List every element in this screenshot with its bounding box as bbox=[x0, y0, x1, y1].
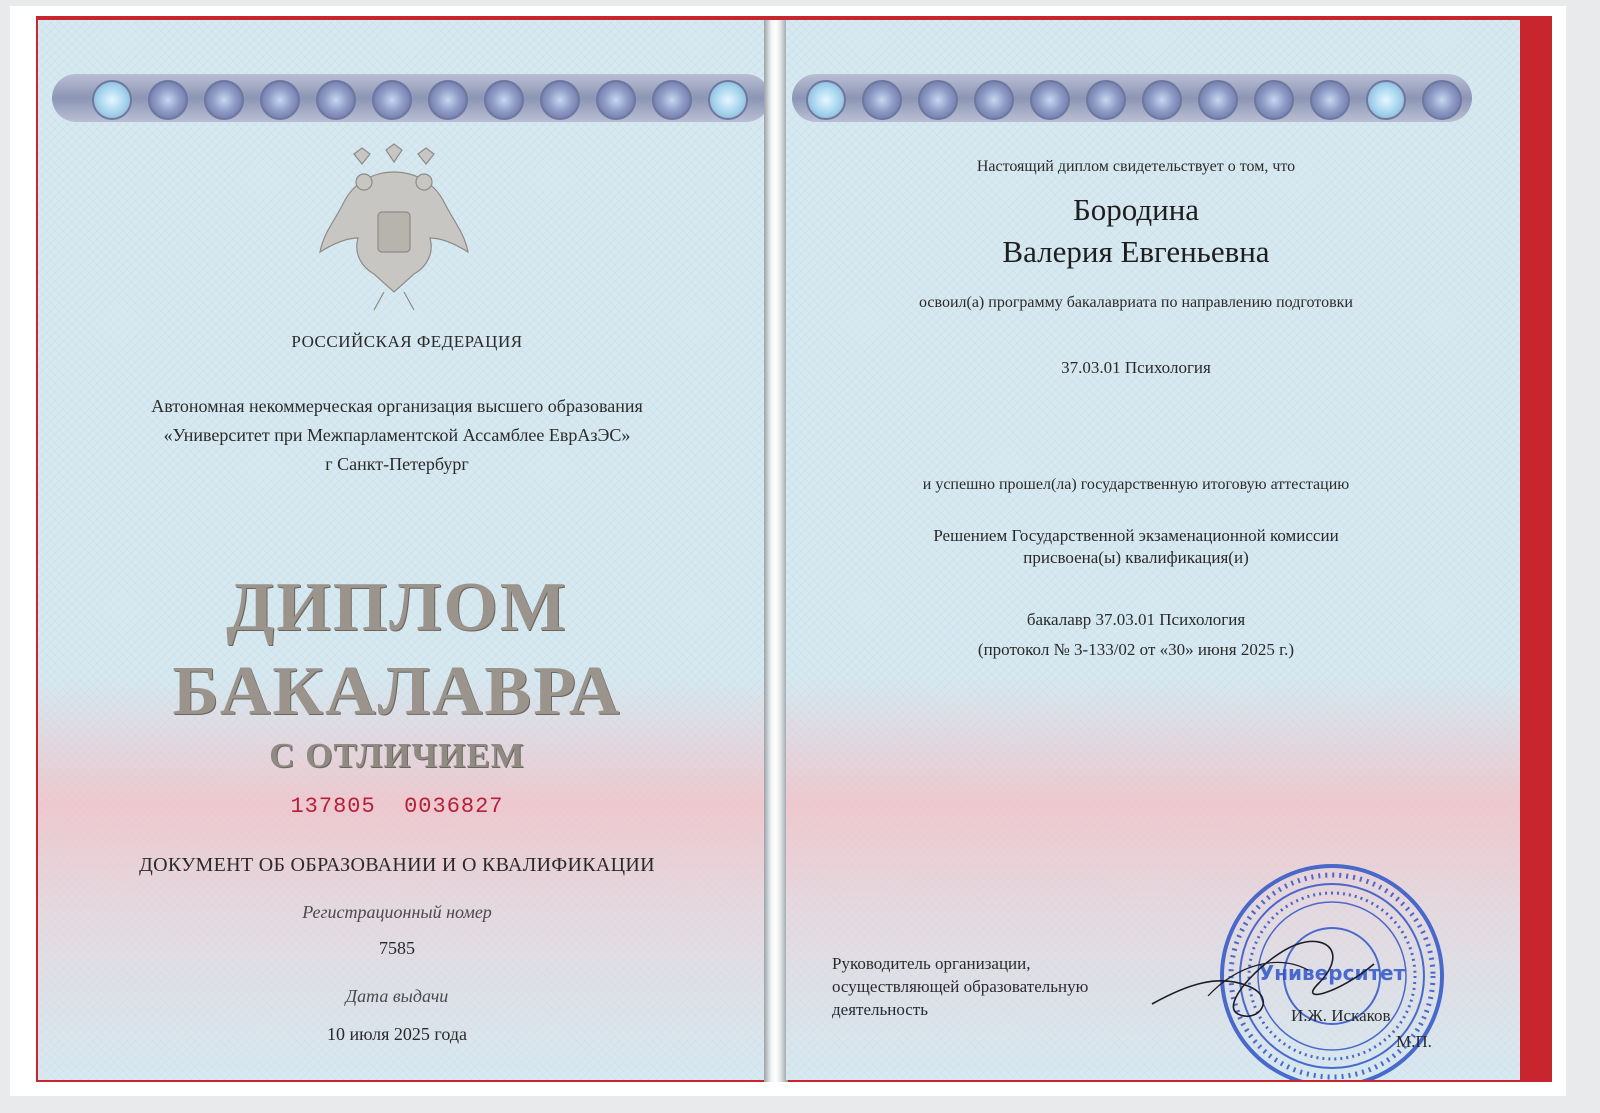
head-title-line-1: Руководитель организации, bbox=[832, 954, 1031, 973]
diploma-title-line-1: ДИПЛОМ bbox=[226, 569, 568, 646]
program-mastered-text: освоил(а) программу бакалавриата по направлению подготовки bbox=[919, 294, 1353, 311]
graduate-given-names: Валерия Евгеньевна bbox=[1002, 234, 1270, 269]
diploma-title-line-2: БАКАЛАВРА bbox=[172, 653, 622, 730]
serial-number: 137805 0036827 bbox=[290, 794, 504, 819]
ornamental-ribbon bbox=[792, 74, 1472, 122]
stamp-center-text: Университет bbox=[1258, 961, 1406, 985]
issue-date: 10 июля 2025 года bbox=[327, 1024, 467, 1044]
ornamental-ribbon bbox=[52, 74, 770, 122]
registration-number: 7585 bbox=[379, 938, 415, 958]
issue-date-label: Дата выдачи bbox=[345, 986, 449, 1006]
double-headed-eagle-icon bbox=[314, 142, 474, 312]
head-of-organization-title bbox=[832, 952, 1088, 1021]
protocol-reference: (протокол № 3-133/02 от «30» июня 2025 г.) bbox=[977, 640, 1295, 659]
qualification: бакалавр 37.03.01 Психология bbox=[1026, 610, 1246, 629]
organization-line-3: г Санкт-Петербург bbox=[325, 454, 469, 474]
binding-cord bbox=[764, 20, 788, 1082]
country-name: РОССИЙСКАЯ ФЕДЕРАЦИЯ bbox=[291, 332, 523, 351]
commission-decision-line-2: присвоена(ы) квалификация(и) bbox=[1023, 548, 1249, 567]
right-page bbox=[786, 20, 1520, 1080]
document-type: ДОКУМЕНТ ОБ ОБРАЗОВАНИИ И О КВАЛИФИКАЦИИ bbox=[139, 854, 655, 876]
head-title-line-3: деятельность bbox=[832, 1000, 928, 1019]
honors-label: С ОТЛИЧИЕМ bbox=[269, 736, 525, 775]
attestation-text: и успешно прошел(ла) государственную итоговую аттестацию bbox=[922, 476, 1350, 493]
graduate-surname: Бородина bbox=[1072, 192, 1200, 227]
head-title-line-2: осуществляющей образовательную bbox=[832, 977, 1089, 996]
organization-line-1: Автономная некоммерческая организация высшего образования bbox=[151, 396, 643, 416]
commission-decision-line-1: Решением Государственной экзаменационной комиссии bbox=[933, 526, 1339, 545]
organization-line-2: «Университет при Межпарламентской Ассамблее ЕврАзЭС» bbox=[163, 425, 631, 445]
head-name: И.Ж. Искаков bbox=[1291, 1006, 1391, 1025]
program-name: 37.03.01 Психология bbox=[1061, 358, 1211, 377]
stamp-place-mark: М.П. bbox=[1396, 1032, 1432, 1051]
left-page bbox=[38, 20, 776, 1080]
registration-label: Регистрационный номер bbox=[302, 902, 492, 922]
certifies-text: Настоящий диплом свидетельствует о том, что bbox=[976, 158, 1296, 175]
